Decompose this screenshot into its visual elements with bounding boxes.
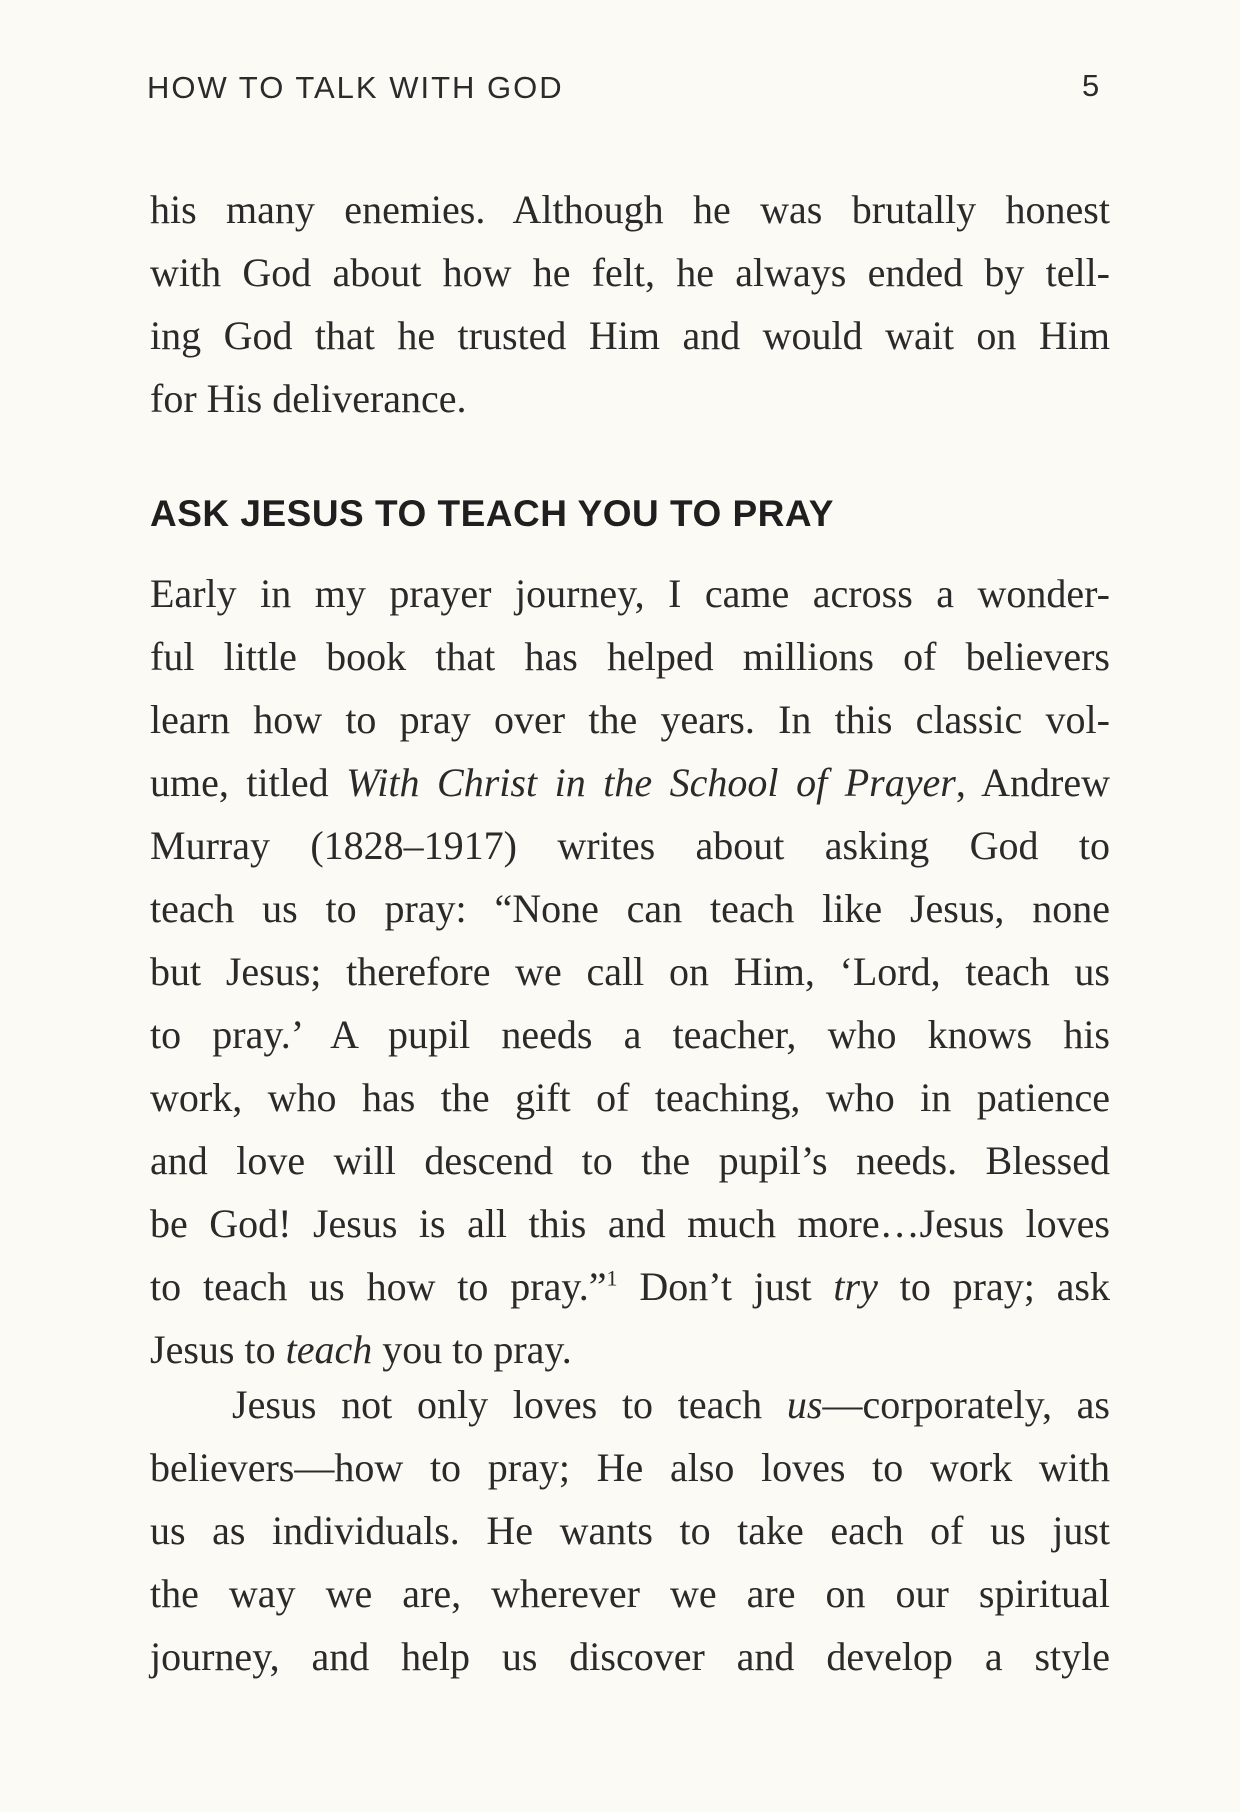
emphasis-us: us xyxy=(786,1382,823,1427)
book-title: With Christ in the School of Prayer xyxy=(346,760,956,805)
text-fragment: ume, titled xyxy=(150,760,347,805)
text-line xyxy=(150,1318,1110,1381)
text-line: to pray.’ A pupil needs a teacher, who knows his xyxy=(150,1012,1110,1057)
text-line: ful little book that has helped millions of believers xyxy=(150,634,1110,679)
text-fragment: Don’t just xyxy=(617,1264,834,1309)
running-header-title: HOW TO TALK WITH GOD xyxy=(147,70,564,105)
text-line xyxy=(150,1255,1110,1318)
text-line: for His deliverance. xyxy=(150,376,467,421)
text-line: us as individuals. He wants to take each of us just xyxy=(150,1508,1110,1553)
text-fragment: Jesus to xyxy=(150,1327,286,1372)
text-line: teach us to pray: “None can teach like Jesus, none xyxy=(150,886,1110,931)
text-fragment: Jesus not only loves to teach xyxy=(232,1382,787,1427)
paragraph-individuals xyxy=(150,1373,1110,1688)
page-number: 5 xyxy=(1082,68,1100,103)
text-line: and love will descend to the pupil’s needs. Blessed xyxy=(150,1138,1110,1183)
text-line: with God about how he felt, he always ended by tell- xyxy=(150,250,1110,295)
section-heading: ASK JESUS TO TEACH YOU TO PRAY xyxy=(150,493,834,534)
text-line: be God! Jesus is all this and much more…Jesus loves xyxy=(150,1201,1110,1246)
text-fragment: —corporately, as xyxy=(822,1382,1110,1427)
text-fragment: to pray; ask xyxy=(877,1264,1111,1309)
text-line: learn how to pray over the years. In this classic vol- xyxy=(150,697,1110,742)
text-line: his many enemies. Although he was brutally honest xyxy=(150,187,1110,232)
emphasis-try: try xyxy=(833,1264,878,1309)
text-line xyxy=(150,1373,1110,1436)
footnote-marker[interactable]: 1 xyxy=(606,1265,618,1291)
text-fragment: you to pray. xyxy=(372,1327,572,1372)
text-fragment: to teach us how to pray.” xyxy=(150,1264,607,1309)
text-line: work, who has the gift of teaching, who in patience xyxy=(150,1075,1110,1120)
text-line: the way we are, wherever we are on our spiritual xyxy=(150,1571,1110,1616)
text-line: but Jesus; therefore we call on Him, ‘Lord, teach us xyxy=(150,949,1110,994)
text-fragment: , Andrew xyxy=(955,760,1110,805)
paragraph-murray-quote xyxy=(150,562,1110,1381)
paragraph-continuation xyxy=(150,178,1110,430)
text-line: journey, and help us discover and develop a style xyxy=(150,1634,1110,1679)
text-line: believers—how to pray; He also loves to work with xyxy=(150,1445,1110,1490)
text-line xyxy=(150,751,1110,814)
text-line: ing God that he trusted Him and would wait on Him xyxy=(150,313,1110,358)
emphasis-teach: teach xyxy=(285,1327,373,1372)
text-line: Murray (1828–1917) writes about asking God to xyxy=(150,823,1110,868)
text-line: Early in my prayer journey, I came across a wonder- xyxy=(150,571,1110,616)
